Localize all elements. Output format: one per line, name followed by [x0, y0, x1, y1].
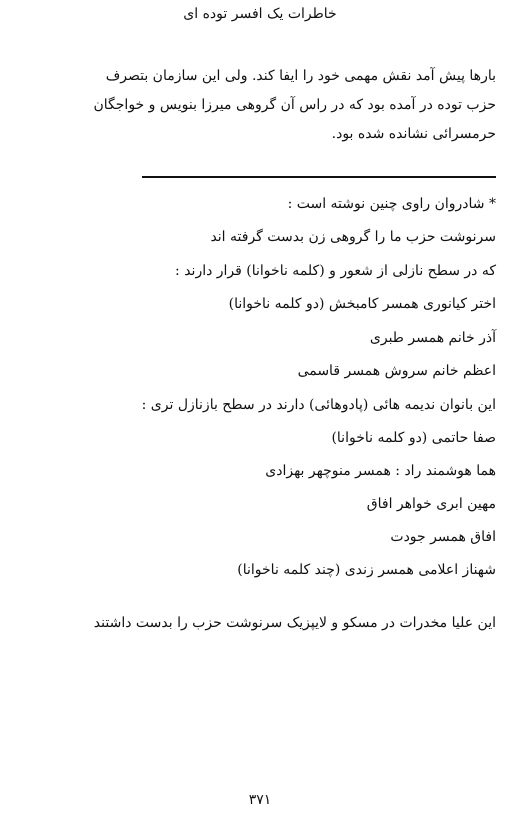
- footnote-line: مهین ابری خواهر افاق: [366, 496, 496, 512]
- closing-sentence: این علیا مخدرات در مسکو و لایپزیک سرنوشت حزب را بدست داشتند: [93, 615, 496, 631]
- footnote-line: سرنوشت حزب ما را گروهی زن بدست گرفته اند: [210, 229, 496, 245]
- footnote-line: آذر خانم همسر طبری: [369, 330, 496, 346]
- intro-line: حزب توده در آمده بود که در راس آن گروهی میرزا بنویس و خواجگان: [93, 97, 496, 113]
- page-number: ۳۷۱: [248, 792, 272, 808]
- footnote-line: صفا حاتمی (دو کلمه ناخوانا): [331, 430, 496, 446]
- footnote-line: که در سطح نازلی از شعور و (کلمه ناخوانا) قرار دارند :: [175, 263, 496, 279]
- footnote-line: هما هوشمند راد : همسر منوچهر بهزادی: [265, 463, 496, 479]
- footnote-line: * شادروان راوی چنین نوشته است :: [287, 196, 496, 212]
- footnote-line: اعظم خانم سروش همسر قاسمی: [297, 363, 496, 379]
- footnote-line: شهناز اعلامی همسر زندی (چند کلمه ناخوانا): [237, 562, 496, 578]
- footnote-line: این بانوان ندیمه هائی (پادوهائی) دارند در سطح بازنازل تری :: [141, 397, 496, 413]
- intro-line: بارها پیش آمد نقش مهمی خود را ایفا کند. ولی این سازمان بتصرف: [105, 68, 496, 84]
- footnote-line: افاق همسر جودت: [390, 529, 496, 545]
- intro-paragraph: [24, 62, 496, 149]
- running-title: خاطرات یک افسر توده ای: [183, 6, 337, 22]
- intro-line: حرمسرائی نشانده شده بود.: [331, 126, 496, 142]
- footnote-separator-rule: [142, 176, 496, 178]
- footnote-line: اختر کیانوری همسر کامبخش (دو کلمه ناخوانا): [228, 296, 496, 312]
